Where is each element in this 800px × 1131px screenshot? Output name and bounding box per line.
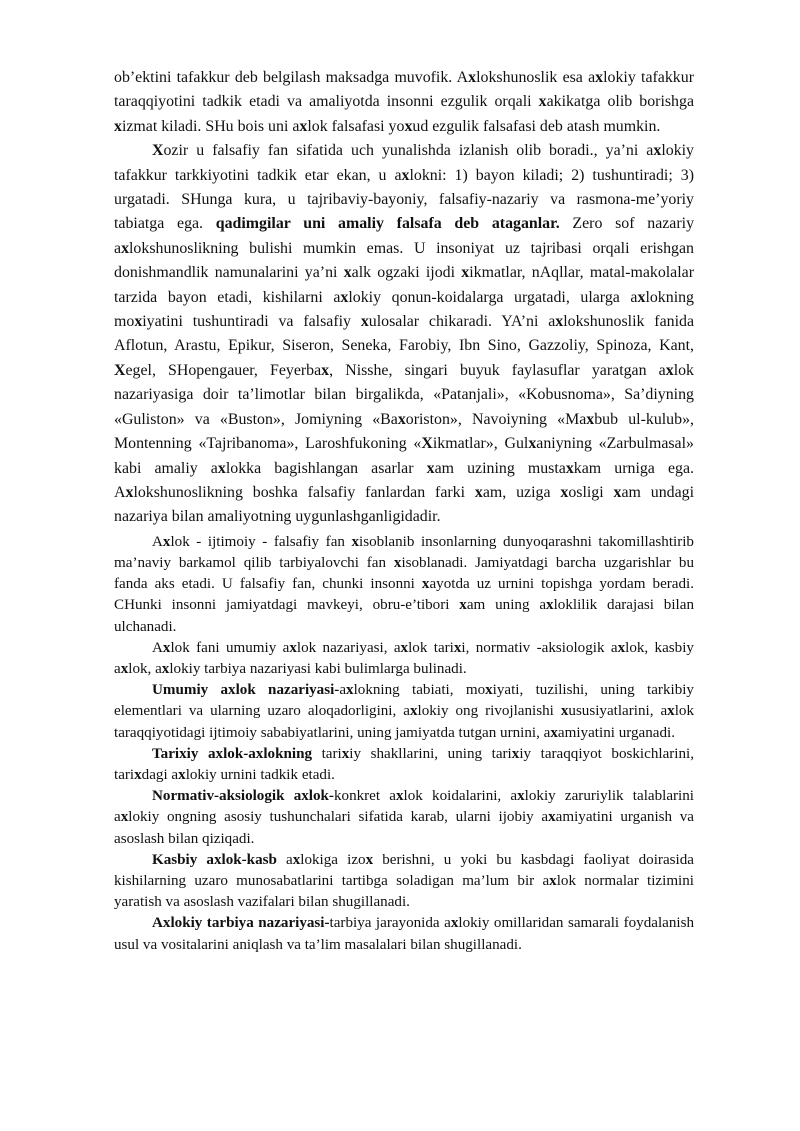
bold-text-run: x (400, 639, 409, 656)
bold-text-run: x (292, 851, 301, 868)
text-run: izmat kiladi. SHu bois uni a (121, 117, 300, 135)
bold-text-run: x (351, 533, 360, 550)
text-run: iyati, tuzilishi, uning tarkibiy elementlari va ularning uzaro aloqadorligini, a (114, 682, 694, 720)
bold-text-run: x (468, 69, 477, 86)
text-run: iy taraqqiyot boskichlarini, tari (114, 745, 695, 783)
text-run: akikatga olib borishga (546, 93, 694, 111)
text-run: , Nisshe, singari buyuk faylasuflar yaratgan a (329, 361, 666, 379)
text-run: lokiy qonun-koidalarga urgatadi, ularga a (348, 288, 638, 306)
bold-text-run: x (393, 554, 402, 571)
text-run: lokshunoslikning bulishi mumkin emas. U insoniyat uz tajribasi orqali erishgan donishmandlik namunalarini ya’ni (114, 239, 694, 282)
text-run: lokiy urnini tadkik etadi. (185, 766, 335, 783)
bold-text-run: x (134, 766, 142, 783)
text-run: a (339, 682, 347, 699)
text-run: bub ul-kulub», Montenning «Tajribanoma», Laroshfukoning « (114, 410, 694, 453)
text-run: lokiy ong rivojlanishi (417, 703, 561, 720)
bold-text-run: x (178, 766, 186, 783)
bold-text-run: x (421, 576, 430, 593)
text-run: ikmatlar», Gul (432, 435, 529, 453)
text-run: isoblanib insonlarning dunyoqarashni takomillashtirib ma’naviy barkamol qilib tarbiyalovchi fan (114, 533, 694, 571)
text-run: lokiy tafakkur taraqqiyotini tadkik etadi va amaliyotda insonni ezgulik orqali (114, 69, 694, 111)
bold-text-run: Axlokiy tarbiya nazariyasi- (152, 915, 330, 932)
bold-text-run: x (404, 117, 413, 135)
text-run: lok fani umumiy a (170, 639, 290, 656)
text-run: lok tari (408, 639, 454, 656)
text-run: lokni: 1) bayon kiladi; 2) tushuntiradi; 3) urgatadi. SHunga kura, u tajribaviy-bayoniy, falsafiy-nazariy va rasmona-me’yoriy tabiatga ega. (114, 166, 694, 233)
text-run: Zero sof nazariy a (114, 215, 695, 257)
paragraph (114, 786, 694, 850)
text-run: ayotda uz urnini topishga yordam beradi. CHunki insonni jamiyatdagi mavkeyi, obru-e’tibori (114, 576, 695, 614)
bold-text-run: x (401, 166, 410, 184)
bold-text-run: x (161, 660, 170, 677)
bold-text-run: x (528, 435, 537, 453)
bold-text-run: x (617, 639, 626, 656)
bold-text-run: x (586, 410, 595, 428)
text-run: i, normativ -aksiologik a (461, 639, 618, 656)
bold-text-run: x (667, 703, 675, 720)
bold-text-run: x (485, 682, 493, 699)
text-run: lokshunoslikning boshka falsafiy fanlardan farki (133, 483, 475, 501)
paragraph (114, 532, 694, 638)
text-run: ud ezgulik falsafasi deb atash mumkin. (412, 117, 661, 135)
bold-text-run: x (125, 483, 134, 501)
bold-text-run: x (474, 483, 483, 501)
paragraph (114, 638, 694, 680)
text-run: alk ogzaki ijodi (351, 264, 462, 282)
text-run: aniyning «Zarbulmasal» kabi amaliy a (114, 435, 694, 477)
bold-text-run: x (665, 361, 674, 379)
bold-text-run: x (162, 533, 171, 550)
text-run: am undagi nazariya bilan amaliyotning uygunlashganligidadir. (114, 483, 694, 526)
bold-text-run: x (550, 724, 558, 741)
bold-text-run: x (321, 361, 330, 379)
text-run: amiyatini urganadi. (557, 724, 676, 741)
bold-text-run: x (162, 639, 171, 656)
bold-text-run: x (217, 459, 226, 477)
text-run: lok nazariyasi, a (296, 639, 401, 656)
text-run: lokshunoslik esa a (476, 69, 596, 86)
bold-text-run: X (114, 361, 126, 379)
text-run: ususiyatlarini, a (568, 703, 668, 720)
text-run: lokning mo (114, 288, 694, 331)
text-run: osligi (568, 483, 614, 501)
bold-text-run: x (450, 915, 459, 932)
bold-text-run: x (299, 117, 308, 135)
text-run: lokiy omillaridan samarali foydalanish usul va vositalarini aniqlash va ta’lim masalalari bilan shugillanadi. (114, 915, 694, 953)
bold-text-run: x (426, 459, 435, 477)
text-run: ob’ektini tafakkur deb belgilash maksadga muvofik. A (114, 69, 469, 86)
text-run: amiyatini urganish va asoslash bilan qiziqadi. (114, 809, 694, 847)
bold-text-run: x (637, 288, 646, 306)
bold-text-run: Tarixiy axlok-axlokning (152, 745, 313, 762)
text-run: lokiy tarbiya nazariyasi kabi bulimlarga bulinadi. (169, 660, 467, 677)
bold-text-run: x (340, 288, 349, 306)
bold-text-run: x (346, 682, 354, 699)
bold-text-run: x (560, 483, 569, 501)
bold-text-run: x (565, 459, 574, 477)
paragraph (114, 850, 694, 914)
bold-text-run: x (134, 313, 143, 331)
paragraph (114, 139, 694, 530)
text-run: dagi a (141, 766, 179, 783)
bold-text-run: x (459, 597, 467, 614)
text-run: ulosalar chikaradi. YA’ni a (368, 313, 556, 331)
text-run: oriston», Navoiyning «Ma (405, 410, 587, 428)
text-run: egel, SHopengauer, Feyerba (125, 361, 322, 379)
bold-text-run: X (152, 142, 164, 160)
bold-text-run: x (289, 639, 297, 656)
paragraph (114, 66, 694, 139)
text-run: konkret a (333, 788, 396, 805)
text-run: tari (312, 745, 342, 762)
paragraph (114, 680, 694, 744)
bold-text-run: x (555, 313, 564, 331)
bold-text-run: x (121, 239, 130, 257)
text-run: isoblanadi. Jamiyatdagi barcha uzgarishlar bu fanda aks etadi. U falsafiy fan, chunki insonni (114, 554, 694, 593)
text-run: lokiy ongning asosiy tushunchalari sifatida karab, ularni ijobiy a (128, 809, 549, 826)
text-run: lok, kasbiy a (114, 639, 694, 677)
bold-text-run: x (397, 410, 406, 428)
bold-text-run: x (517, 788, 525, 805)
text-run: A (152, 533, 163, 550)
text-run: lok normalar tizimini yaratish va asoslash vazifalari bilan shugillanadi. (114, 872, 694, 911)
bold-text-run: x (120, 660, 129, 677)
text-run: tarbiya jarayonida a (329, 915, 451, 932)
text-block-lower (114, 532, 694, 956)
bold-text-run: qadimgilar uni amaliy falsafa deb ataganlar. (215, 215, 560, 233)
text-run: lokka bagishlangan asarlar (225, 459, 427, 477)
bold-text-run: x (560, 703, 569, 720)
text-run: lokiga izo (300, 851, 366, 868)
paragraph (114, 913, 694, 955)
bold-text-run: x (549, 872, 557, 889)
bold-text-run: Normativ-aksiologik axlok- (152, 788, 334, 805)
text-run: lok, a (128, 660, 162, 677)
bold-text-run: x (409, 703, 418, 720)
text-run: lok koidalarini, a (403, 788, 518, 805)
text-block-upper (114, 66, 694, 530)
bold-text-run: Kasbiy axlok-kasb (152, 851, 277, 868)
bold-text-run: x (538, 93, 547, 111)
bold-text-run: x (120, 809, 129, 826)
text-run: am uzining musta (434, 459, 566, 477)
text-run: am, uziga (482, 483, 561, 501)
bold-text-run: x (595, 69, 604, 86)
bold-text-run: X (421, 435, 433, 453)
text-run: berishni, u yoki bu kasbdagi faoliyat doirasida kishilarning uzaro munosabatlarini tartibga soladigan ma’lum bir a (114, 851, 694, 889)
text-run: iyatini tushuntiradi va falsafiy (142, 313, 361, 331)
bold-text-run: x (396, 788, 404, 805)
text-run: ozir u falsafiy fan sifatida uch yunalishda izlanish olib boradi., ya’ni a (163, 142, 654, 160)
text-run: lok nazariyasiga doir ta’limotlar bilan birgalikda, «Patanjali», «Kobusnoma», Sa’diyning «Guliston» va «Buston», Jomiyning «Ba (114, 361, 694, 428)
paragraph (114, 744, 694, 786)
text-run: loklilik darajasi bilan ulchanadi. (114, 597, 694, 635)
bold-text-run: x (114, 117, 122, 135)
document-page (114, 66, 694, 956)
text-run: lokning tabiati, mo (353, 682, 486, 699)
text-run: kam urniga ega. A (114, 459, 694, 501)
bold-text-run: x (613, 483, 622, 501)
text-run: lok falsafasi yo (307, 117, 405, 135)
text-run: A (152, 639, 163, 656)
bold-text-run: x (461, 264, 470, 282)
text-run: lok - ijtimoiy - falsafiy fan (170, 533, 352, 550)
bold-text-run: x (360, 313, 369, 331)
text-run: lok taraqqiyotidagi ijtimoiy sababiyatlarini, uning jamiyatda tutgan urnini, a (114, 703, 695, 741)
text-run: a (276, 851, 293, 868)
bold-text-run: x (341, 745, 350, 762)
text-run: lokiy zaruriylik talablarini a (114, 788, 694, 826)
bold-text-run: x (548, 809, 556, 826)
bold-text-run: x (653, 142, 662, 160)
text-run: lokshunoslik fanida Aflotun, Arastu, Epikur, Siseron, Seneka, Farobiy, Ibn Sino, Gazzoliy, Spinoza, Kant, (114, 313, 694, 355)
bold-text-run: x (365, 851, 374, 868)
text-run: iy shakllarini, uning tari (349, 745, 512, 762)
bold-text-run: x (453, 639, 462, 656)
bold-text-run: x (546, 597, 554, 614)
bold-text-run: Umumiy axlok nazariyasi- (152, 682, 340, 699)
bold-text-run: x (511, 745, 520, 762)
text-run: am uning a (466, 597, 547, 614)
text-run: lokiy tafakkur tarkkiyotini tadkik etar ekan, u a (114, 142, 694, 184)
text-run: ikmatlar, nAqllar, matal-makolalar tarzida bayon etadi, kishilarni a (114, 264, 694, 306)
bold-text-run: x (343, 264, 352, 282)
